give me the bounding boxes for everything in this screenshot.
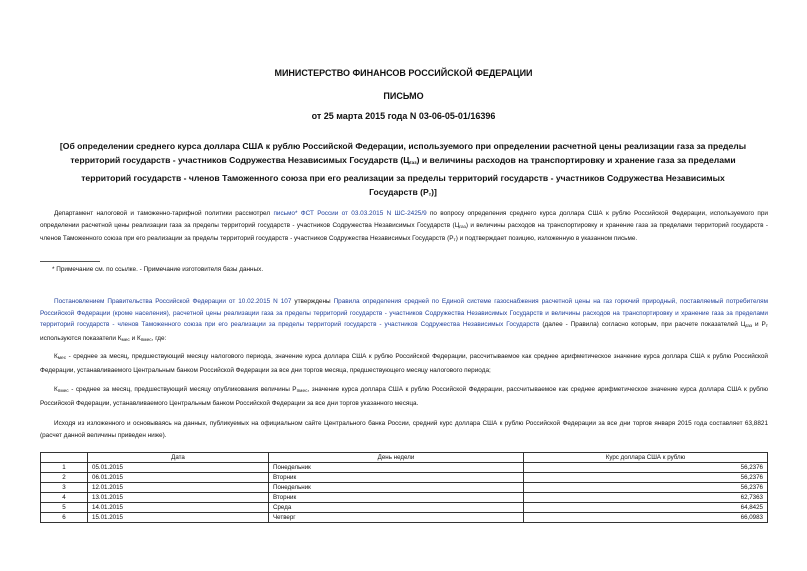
table-row	[41, 493, 768, 503]
p4-text-1: К	[54, 386, 58, 393]
row-weekday: Среда	[269, 503, 524, 513]
p2-sub-2: т	[765, 324, 768, 329]
paragraph-kpmes	[40, 384, 768, 409]
document-type: ПИСЬМО	[383, 91, 424, 101]
subject-sub-1: газ	[409, 161, 417, 166]
p1-text-2: по вопросу определения среднего курса доллара США к рублю Российской Федерации, используемого при определении расчетной цены реализации газа за пределы территорий государств - участников Содружества Независимых Государств (Ц	[40, 210, 768, 229]
row-rate: 56,2376	[524, 463, 768, 473]
col-rate-header: Курс доллара США к рублю	[524, 453, 768, 463]
row-number: 2	[41, 473, 88, 483]
rules-link[interactable]: Правила определения средней по Единой системе газоснабжения расчетной цены на газ горючий природный, поставляемый потребителям Российской Федерации (кроме населения), расчетной цены реализации газа за пределы территорий государств - участников Содружества Независимых Государств и величины расходов на транспортировку и хранение газа за пределами территорий государств - членов Таможенного союза при его реализации за пределы территорий государств - участников Содружества Независимых Государств	[40, 298, 768, 328]
row-number: 1	[41, 463, 88, 473]
row-rate: 66,0983	[524, 513, 768, 523]
p2-text-5: и К	[129, 334, 141, 342]
table-header-row	[41, 453, 768, 463]
row-weekday: Четверг	[269, 513, 524, 523]
p1-text-1: Департамент налоговой и таможенно-тарифной политики рассмотрел	[54, 210, 274, 217]
footnote: * Примечание см. по ссылке. - Примечание изготовителя базы данных.	[52, 266, 264, 273]
table-row	[41, 483, 768, 493]
row-date: 06.01.2015	[88, 473, 269, 483]
document-subject	[58, 139, 748, 203]
table-row	[41, 473, 768, 483]
p2-text-6: , где:	[151, 334, 167, 342]
p2-text-1: утверждены	[291, 298, 334, 305]
p3-sub-1: мес	[57, 356, 67, 361]
row-number: 6	[41, 513, 88, 523]
p1-sub-1: газ	[459, 224, 466, 230]
row-weekday: Вторник	[269, 473, 524, 483]
p1-text-4: ) и подтверждает позицию, изложенную в указанном письме.	[455, 235, 638, 242]
footnote-divider	[40, 261, 100, 262]
row-rate: 56,2376	[524, 483, 768, 493]
p3-text-2: - среднее за месяц, предшествующий месяцу налогового периода, значение курса доллара США к рублю Российской Федерации, рассчитываемое как среднее арифметическое значение курса доллара США к рублю Российской Федерации, устанавливаемого Центральным банком Российской Федерации за все дни торгов месяца, предшествующего месяцу налогового периода;	[40, 353, 768, 374]
ministry-heading: МИНИСТЕРСТВО ФИНАНСОВ РОССИЙСКОЙ ФЕДЕРАЦИИ	[274, 68, 533, 78]
p2-sub-1: газ	[745, 324, 753, 329]
table-row	[41, 463, 768, 473]
p2-sub-3: мес	[121, 337, 130, 343]
p2-text-4: используются показатели К	[40, 334, 122, 342]
paragraph-department	[40, 208, 768, 247]
subject-sub-2: т	[428, 193, 432, 198]
subject-text-2: ) и величины расходов на транспортировку и хранение газа за пределами территорий государств - членов Таможенного союза при его реализации за пределы территорий государств - участников Содружества Независимых Государств (Р	[81, 155, 736, 197]
fst-letter-link[interactable]: письмо* ФСТ России от 03.03.2015 N ШС-2425/9	[273, 210, 427, 217]
row-date: 14.01.2015	[88, 503, 269, 513]
row-date: 05.01.2015	[88, 463, 269, 473]
table-row	[41, 503, 768, 513]
row-number: 4	[41, 493, 88, 503]
exchange-rate-table	[40, 452, 768, 523]
p4-text-3: , значение курса доллара США к рублю Российской Федерации, рассчитываемое как среднее арифметическое значение курса доллара США к рублю Российской Федерации, устанавливаемого Центральным банком Российской Федерации за все дни торгов указанного месяца.	[40, 386, 768, 407]
p1-sub-2: т	[453, 238, 456, 243]
row-weekday: Понедельник	[269, 463, 524, 473]
paragraph-kmes	[40, 351, 768, 376]
paragraph-resolution	[40, 296, 768, 346]
p2-sub-4: пмес	[140, 337, 152, 343]
p2-text-3: и Р	[752, 321, 766, 328]
p4-text-2: - среднее за месяц, предшествующий месяцу опубликования величины Р	[68, 386, 297, 393]
p1-text-3: ) и величины расходов на транспортировку и хранение газа за пределами территорий государств - членов Таможенного союза при его реализации за пределы территорий государств - участников Содружества Независимых Государств (Р	[40, 221, 768, 242]
subject-text-1: [Об определении среднего курса доллара США к рублю Российской Федерации, используемого при определении расчетной цены реализации газа за пределы территорий государств - участников Содружества Независимых Государств (Ц	[59, 141, 747, 165]
col-weekday-header: День недели	[269, 453, 524, 463]
row-number: 3	[41, 483, 88, 493]
p2-text-2: (далее - Правила) согласно которым, при расчете показателей Ц	[539, 321, 746, 328]
resolution-link[interactable]: Постановлением Правительства Российской Федерации от 10.02.2015 N 107	[54, 298, 292, 305]
row-number: 5	[41, 503, 88, 513]
col-date-header: Дата	[88, 453, 269, 463]
row-rate: 62,7363	[524, 493, 768, 503]
p4-sub-1: пмес	[57, 389, 69, 394]
col-number-header	[41, 453, 88, 463]
table-row	[41, 513, 768, 523]
p4-sub-2: пмес	[296, 389, 308, 394]
subject-text-3: )]	[431, 187, 437, 197]
p3-text-1: К	[54, 353, 58, 360]
row-date: 15.01.2015	[88, 513, 269, 523]
document-date-number: от 25 марта 2015 года N 03-06-05-01/16396	[311, 111, 496, 121]
row-weekday: Понедельник	[269, 483, 524, 493]
paragraph-conclusion: Исходя из изложенного и основываясь на данных, публикуемых на официальном сайте Центрального банка России, средний курс доллара США к рублю Российской Федерации за все дни торгов января 2015 года составляет 63,8821 (расчет данной величины приведен ниже).	[40, 420, 768, 439]
row-weekday: Вторник	[269, 493, 524, 503]
row-date: 12.01.2015	[88, 483, 269, 493]
row-date: 13.01.2015	[88, 493, 269, 503]
row-rate: 64,8425	[524, 503, 768, 513]
row-rate: 56,2376	[524, 473, 768, 483]
